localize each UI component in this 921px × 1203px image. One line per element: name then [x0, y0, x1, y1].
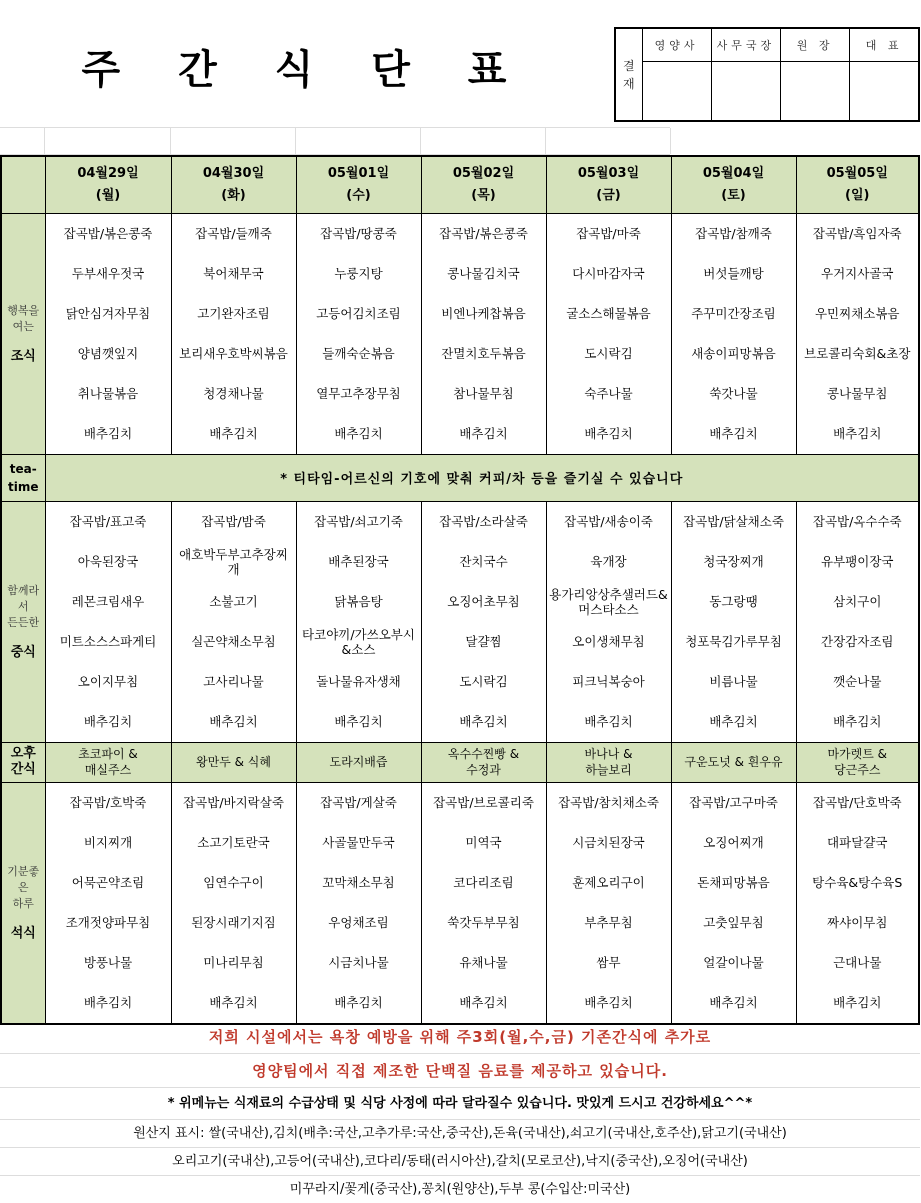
menu-item: 소고기토란국 [197, 835, 270, 850]
menu-item: 우엉채조림 [328, 915, 389, 930]
menu-item: 잔멸치호두볶음 [441, 346, 526, 361]
approval-sign-secretary-general[interactable] [711, 61, 780, 121]
snack-cell: 마가렛트 & 당근주스 [796, 742, 919, 782]
day-header: 05월04일 (토) [671, 156, 796, 213]
menu-item: 배추김치 [584, 714, 633, 729]
menu-item: 비지찌개 [83, 835, 133, 850]
dinner-cell [796, 782, 919, 1024]
dinner-cell [171, 782, 296, 1024]
menu-item: 잡곡밥/참깨죽 [695, 226, 772, 241]
menu-item: 사골물만두국 [322, 835, 395, 850]
menu-item: 근대나물 [833, 955, 882, 970]
approval-sign-nutritionist[interactable] [642, 61, 711, 121]
menu-item: 피크닉복숭아 [572, 674, 645, 689]
menu-item: 대파달걀국 [827, 835, 888, 850]
breakfast-cell [45, 213, 171, 454]
date-header-row [1, 156, 919, 213]
approval-role-nutritionist: 영양사 [642, 28, 711, 61]
menu-item: 달걀찜 [465, 634, 502, 649]
menu-item: 된장시래기지짐 [191, 915, 276, 930]
menu-item: 콩나물무침 [827, 386, 888, 401]
lunch-cell [171, 501, 296, 742]
menu-item: 주꾸미간장조림 [691, 306, 776, 321]
page-title: 주 간 식 단 표 [81, 47, 529, 93]
menu-item: 참나물무침 [453, 386, 514, 401]
snack-cell: 옥수수찐빵 & 수정과 [421, 742, 546, 782]
menu-item: 잡곡밥/표고죽 [69, 514, 147, 529]
menu-item: 비엔나케찹볶음 [441, 306, 526, 321]
menu-item: 미나리무침 [203, 955, 264, 970]
menu-item: 임연수구이 [203, 875, 264, 890]
menu-item: 아욱된장국 [77, 554, 139, 569]
menu-item: 다시마감자국 [572, 266, 645, 281]
menu-item: 조개젓양파무침 [65, 915, 151, 930]
dinner-cell [45, 782, 171, 1024]
menu-item: 잡곡밥/고구마죽 [689, 795, 778, 810]
menu-item: 양념깻잎지 [77, 346, 139, 361]
dinner-cell [671, 782, 796, 1024]
menu-item: 배추김치 [584, 995, 633, 1010]
breakfast-cell [296, 213, 421, 454]
menu-change-notice: * 위메뉴는 식재료의 수급상태 및 식당 사정에 따라 달라질수 있습니다. 맛있게 드시고 건강하세요^^* [0, 1088, 920, 1120]
snack-cell: 도라지배즙 [296, 742, 421, 782]
menu-item: 잡곡밥/브로콜리죽 [433, 795, 534, 810]
menu-item: 열무고추장무침 [316, 386, 401, 401]
menu-item: 고기완자조림 [197, 306, 270, 321]
menu-item: 닭볶음탕 [334, 594, 383, 609]
dinner-cell [296, 782, 421, 1024]
approval-role-representative: 대 표 [850, 28, 919, 61]
dinner-cell [421, 782, 546, 1024]
snack-label: 오후 간식 [1, 742, 45, 782]
lunch-cell [45, 501, 171, 742]
lunch-cell [296, 501, 421, 742]
approval-sign-director[interactable] [781, 61, 850, 121]
menu-item: 보리새우호박씨볶음 [179, 346, 288, 361]
origin-line-1: 원산지 표시: 쌀(국내산),김치(배추:국산,고추가루:국산,중국산),돈육(국내산),쇠고기(국내산,호주산),닭고기(국내산) [0, 1120, 920, 1148]
menu-item: 배추김치 [209, 426, 258, 441]
breakfast-cell [671, 213, 796, 454]
menu-item: 배추김치 [833, 714, 882, 729]
menu-item: 배추김치 [833, 426, 882, 441]
menu-item: 배추김치 [83, 995, 133, 1010]
menu-item: 타코야끼/가쓰오부시&소스 [302, 626, 415, 657]
lunch-row [1, 501, 919, 742]
menu-item: 잡곡밥/볶은콩죽 [439, 226, 528, 241]
dinner-row [1, 782, 919, 1024]
menu-item: 오징어찌개 [703, 835, 764, 850]
day-header: 05월05일 (일) [796, 156, 919, 213]
menu-item: 쑥갓나물 [709, 386, 758, 401]
breakfast-cell [796, 213, 919, 454]
menu-item: 애호박두부고추장찌개 [179, 546, 288, 577]
menu-item: 배추김치 [709, 714, 758, 729]
menu-item: 동그랑땡 [709, 594, 758, 609]
snack-cell: 바나나 & 하늘보리 [546, 742, 671, 782]
menu-item: 새송이피망볶음 [691, 346, 776, 361]
teatime-row [1, 454, 919, 501]
menu-item: 배추김치 [334, 995, 383, 1010]
menu-item: 돌나물유자생채 [316, 674, 401, 689]
menu-item: 유부팽이장국 [821, 554, 894, 569]
lunch-cell [546, 501, 671, 742]
menu-item: 우민찌채소볶음 [814, 306, 900, 321]
approval-role-director: 원 장 [781, 28, 850, 61]
breakfast-row [1, 213, 919, 454]
menu-item: 미역국 [465, 835, 502, 850]
menu-item: 삼치구이 [833, 594, 882, 609]
menu-item: 잡곡밥/소라살죽 [439, 514, 528, 529]
menu-item: 잡곡밥/밤죽 [201, 514, 266, 529]
lunch-cell [421, 501, 546, 742]
menu-item: 잡곡밥/땅콩죽 [320, 226, 397, 241]
breakfast-cell [171, 213, 296, 454]
approval-role-secretary-general: 사무국장 [711, 28, 780, 61]
menu-item: 잡곡밥/바지락살죽 [183, 795, 284, 810]
menu-item: 배추김치 [709, 426, 758, 441]
menu-item: 버섯들깨탕 [703, 266, 764, 281]
menu-item: 취나물볶음 [77, 386, 139, 401]
menu-item: 숙주나물 [584, 386, 633, 401]
lunch-cell [796, 501, 919, 742]
menu-item: 돈채피망볶음 [697, 875, 770, 890]
snack-cell: 왕만두 & 식혜 [171, 742, 296, 782]
weekly-menu-table [0, 155, 920, 1025]
menu-item: 굴소스해물볶음 [566, 306, 651, 321]
lunch-label: 함께라 서 든든한 중식 [1, 501, 45, 742]
day-header: 04월30일 (화) [171, 156, 296, 213]
teatime-label: tea- time [1, 454, 45, 501]
menu-item: 잔치국수 [459, 554, 508, 569]
menu-item: 도시락김 [459, 674, 508, 689]
menu-item: 잡곡밥/닭살채소죽 [683, 514, 784, 529]
menu-item: 레몬크림새우 [71, 594, 145, 609]
day-header: 05월01일 (수) [296, 156, 421, 213]
menu-item: 콩나물김치국 [447, 266, 520, 281]
menu-item: 고등어김치조림 [316, 306, 401, 321]
menu-item: 도시락김 [584, 346, 633, 361]
menu-item: 배추김치 [334, 426, 383, 441]
approval-sign-representative[interactable] [850, 61, 919, 121]
breakfast-cell [421, 213, 546, 454]
menu-item: 누룽지탕 [334, 266, 383, 281]
menu-item: 배추김치 [459, 426, 508, 441]
menu-item: 잡곡밥/마죽 [576, 226, 641, 241]
menu-item: 잡곡밥/흑임자죽 [812, 226, 902, 241]
menu-item: 잡곡밥/들깨죽 [195, 226, 272, 241]
menu-item: 비름나물 [709, 674, 758, 689]
menu-item: 꼬막채소무침 [322, 875, 395, 890]
menu-item: 배추김치 [334, 714, 383, 729]
day-header: 04월29일 (월) [45, 156, 171, 213]
menu-item: 어묵곤약조림 [71, 875, 145, 890]
day-header: 05월02일 (목) [421, 156, 546, 213]
menu-item: 배추김치 [209, 714, 258, 729]
notes-section [0, 1020, 920, 1203]
menu-item: 배추김치 [83, 714, 133, 729]
dinner-label: 기분좋 은 하루 석식 [1, 782, 45, 1024]
menu-item: 실곤약채소무침 [191, 634, 276, 649]
menu-item: 배추김치 [209, 995, 258, 1010]
menu-item: 잡곡밥/참치채소죽 [558, 795, 659, 810]
menu-item: 고사리나물 [203, 674, 264, 689]
menu-item: 깻순나물 [833, 674, 882, 689]
snack-cell: 초코파이 & 매실주스 [45, 742, 171, 782]
breakfast-label: 행복을 여는 조식 [1, 213, 45, 454]
menu-item: 오징어초무침 [447, 594, 520, 609]
menu-item: 고춧잎무침 [703, 915, 764, 930]
notice-line-1: 저희 시설에서는 욕창 예방을 위해 주3회(월,수,금) 기존간식에 추가로 [0, 1020, 920, 1054]
menu-item: 오이생채무침 [572, 634, 645, 649]
menu-item: 오이지무침 [77, 674, 139, 689]
menu-item: 잡곡밥/옥수수죽 [812, 514, 902, 529]
menu-item: 시금치된장국 [572, 835, 645, 850]
menu-item: 얼갈이나물 [703, 955, 764, 970]
sheet-gridlines [0, 127, 670, 155]
menu-item: 부추무침 [584, 915, 633, 930]
breakfast-cell [546, 213, 671, 454]
menu-item: 배추김치 [833, 995, 882, 1010]
menu-item: 미트소스스파게티 [59, 634, 157, 649]
menu-item: 닭안심겨자무침 [65, 306, 151, 321]
menu-item: 잡곡밥/호박죽 [69, 795, 147, 810]
menu-item: 짜샤이무침 [827, 915, 888, 930]
approval-label: 결 재 [615, 28, 642, 121]
menu-item: 잡곡밥/단호박죽 [812, 795, 902, 810]
origin-line-3: 미꾸라지/꽃게(중국산),꽁치(원양산),두부 콩(수입산:미국산) [0, 1176, 920, 1203]
menu-item: 브로콜리숙회&초장 [804, 346, 911, 361]
menu-item: 청국장찌개 [703, 554, 764, 569]
menu-item: 잡곡밥/쇠고기죽 [314, 514, 403, 529]
menu-item: 유채나물 [459, 955, 508, 970]
teatime-note: * 티타임-어르신의 기호에 맞춰 커피/차 등을 즐기실 수 있습니다 [45, 454, 919, 501]
menu-item: 배추김치 [709, 995, 758, 1010]
menu-item: 배추된장국 [328, 554, 389, 569]
menu-item: 탕수육&탕수육S [812, 875, 903, 890]
day-header: 05월03일 (금) [546, 156, 671, 213]
menu-item: 용가리앙상추샐러드&머스타소스 [549, 586, 668, 617]
menu-item: 쌈무 [596, 955, 621, 970]
menu-item: 간장감자조림 [821, 634, 894, 649]
menu-item: 배추김치 [459, 714, 508, 729]
menu-item: 배추김치 [459, 995, 508, 1010]
notice-line-2: 영양팀에서 직접 제조한 단백질 음료를 제공하고 있습니다. [0, 1054, 920, 1088]
menu-item: 북어채무국 [203, 266, 264, 281]
corner-cell [1, 156, 45, 213]
lunch-cell [671, 501, 796, 742]
menu-item: 쑥갓두부무침 [447, 915, 520, 930]
menu-item: 배추김치 [83, 426, 133, 441]
menu-item: 청포묵김가루무침 [685, 634, 782, 649]
menu-item: 소불고기 [209, 594, 258, 609]
menu-item: 우거지사골국 [821, 266, 894, 281]
menu-item: 코다리조림 [453, 875, 514, 890]
menu-item: 청경채나물 [203, 386, 264, 401]
snack-row [1, 742, 919, 782]
menu-item: 잡곡밥/새송이죽 [564, 514, 653, 529]
origin-line-2: 오리고기(국내산),고등어(국내산),코다리/동태(러시아산),갈치(모로코산),낙지(중국산),오징어(국내산) [0, 1148, 920, 1176]
menu-item: 배추김치 [584, 426, 633, 441]
menu-item: 방풍나물 [83, 955, 133, 970]
menu-item: 육개장 [590, 554, 627, 569]
menu-item: 잡곡밥/게살죽 [320, 795, 397, 810]
menu-item: 잡곡밥/볶은콩죽 [63, 226, 153, 241]
dinner-cell [546, 782, 671, 1024]
menu-item: 두부새우젓국 [71, 266, 145, 281]
menu-item: 들깨숙순볶음 [322, 346, 395, 361]
snack-cell: 구운도넛 & 흰우유 [671, 742, 796, 782]
approval-box [614, 27, 920, 122]
menu-item: 훈제오리구이 [572, 875, 645, 890]
menu-item: 시금치나물 [328, 955, 389, 970]
